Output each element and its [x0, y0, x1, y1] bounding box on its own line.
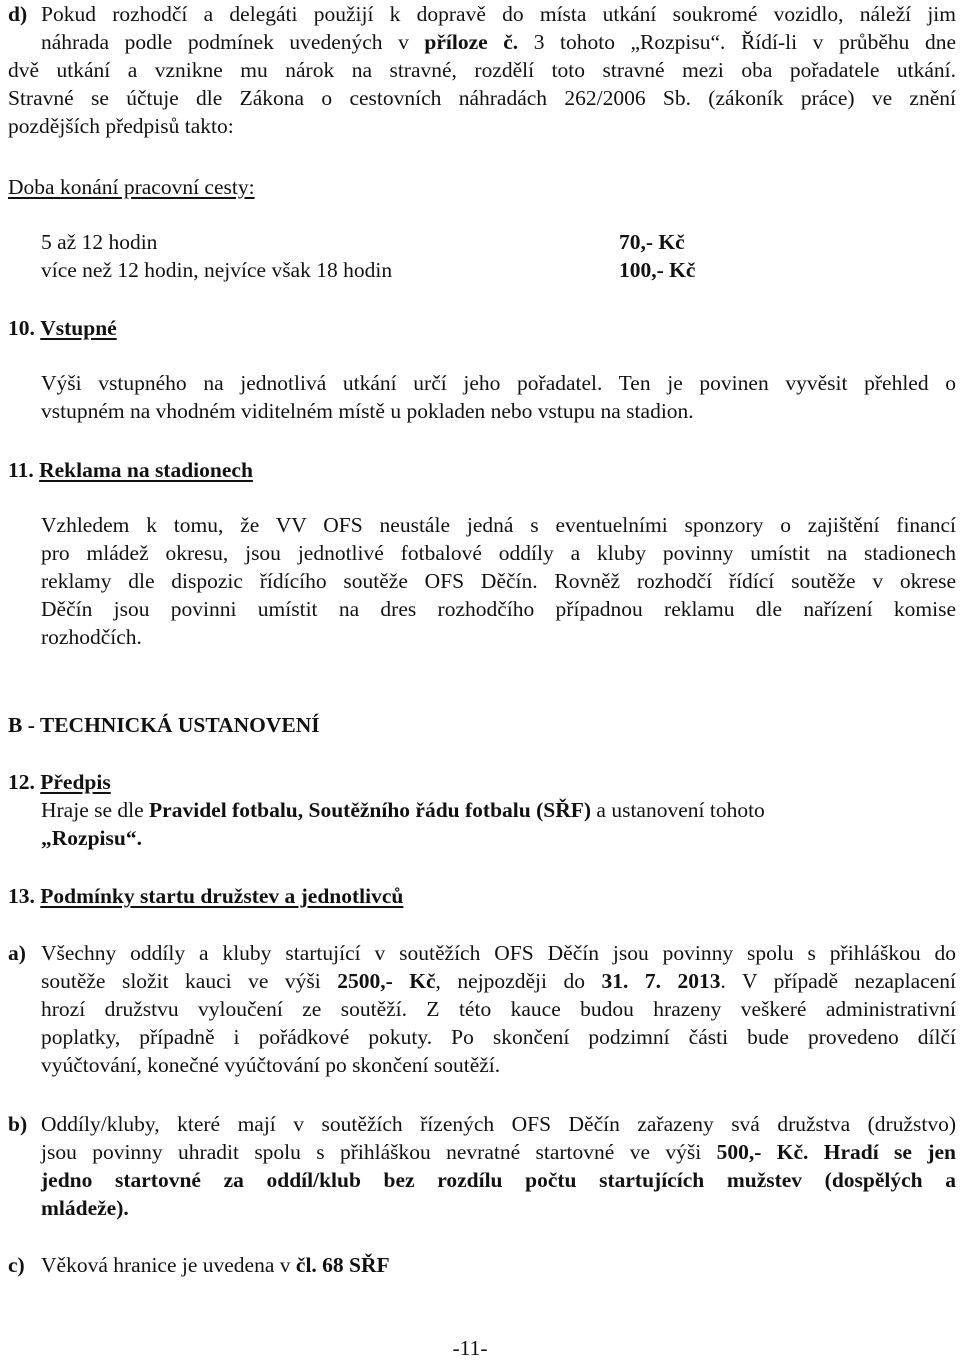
rozpis-reference: „Rozpisu“. [41, 826, 142, 850]
section-13-b-body: Oddíly/kluby, které mají v soutěžích řízených OFS Děčín zařazeny svá družstva (družstvo) jsou povinny uhradit spolu s přihláškou nevratné startovné ve výši 500,- Kč. Hradí se jen jedno startovné za oddíl/klub bez rozdílu počtu startujících mužstev (dospělých a mládeže). [41, 1112, 956, 1220]
list-marker-a: a) [8, 941, 26, 965]
section-12-title: Předpis [40, 770, 111, 794]
list-marker-c: c) [8, 1253, 25, 1277]
section-11-body: Vzhledem k tomu, že VV OFS neustále jedná s eventuelními sponzory o zajištění financí pro mládež okresu, jsou jednotlivé fotbalové oddíly a kluby povinny umístit na stadionech reklamy dle dispozic řídícího soutěže OFS Děčín. Rovněž rozhodčí řídící soutěže v okrese Děčín jsou povinni umístit na dres rozhodčího případnou reklamu dle nařízení komise rozhodčích. [41, 513, 956, 649]
deposit-amount: 2500,- Kč [337, 969, 436, 993]
rate-amount: 70,- Kč [619, 230, 685, 254]
rate-label: více než 12 hodin, nejvíce však 18 hodin [41, 258, 393, 282]
section-11-heading: 11. Reklama na stadionech [8, 458, 253, 482]
travel-heading: Doba konání pracovní cesty: [8, 175, 255, 199]
section-13-title: Podmínky startu družstev a jednotlivců [40, 884, 404, 908]
section-11-title: Reklama na stadionech [39, 458, 253, 482]
section-10-heading: 10. Vstupné [8, 316, 117, 340]
article-reference: čl. 68 SŘF [295, 1253, 390, 1277]
section-13-a-body: Všechny oddíly a kluby startující v soutěžích OFS Děčín jsou povinny spolu s přihláškou do soutěže složit kauci ve výši 2500,- Kč, nejpozději do 31. 7. 2013. V případě nezaplacení hrozí družstvu vyloučení ze soutěží. Z této kauce budou hrazeny veškeré administrativní poplatky, případně i pořádkové pokuty. Po skončení podzimní části bude provedeno dílčí vyúčtování, konečné vyúčtování po skončení soutěží. [41, 941, 957, 1077]
entry-fee-amount: 500,- Kč. [716, 1140, 809, 1164]
rate-label: 5 až 12 hodin [41, 230, 158, 254]
paragraph-d-line: Pokud rozhodčí a delegáti použijí k dopravě do místa utkání soukromé vozidlo, náleží jim [41, 2, 956, 26]
section-12-heading: 12. Předpis [8, 770, 111, 794]
deposit-deadline: 31. 7. 2013 [601, 969, 721, 993]
part-b-heading: B - TECHNICKÁ USTANOVENÍ [8, 713, 320, 737]
section-12-body: Hraje se dle Pravidel fotbalu, Soutěžního řádu fotbalu (SŘF) a ustanovení tohoto „Rozpisu“. [41, 798, 765, 850]
paragraph-d-line: Stravné se účtuje dle Zákona o cestovních náhradách 262/2006 Sb. (zákoník práce) ve znění [8, 86, 956, 110]
paragraph-d-line: pozdějších předpisů takto: [8, 114, 234, 138]
section-10-body: Výši vstupného na jednotlivá utkání určí jeho pořadatel. Ten je povinen vyvěsit přehled o vstupném na vhodném viditelném místě u pokladen nebo vstupu na stadion. [41, 371, 956, 423]
section-13-heading: 13. Podmínky startu družstev a jednotlivců [8, 884, 404, 908]
rules-reference: Pravidel fotbalu, Soutěžního řádu fotbalu (SŘF) [149, 798, 592, 822]
section-10-title: Vstupné [40, 316, 117, 340]
rate-amount: 100,- Kč [619, 258, 696, 282]
page-number: -11- [452, 1336, 488, 1360]
paragraph-d-line: dvě utkání a vznikne mu nárok na stravné, rozdělí toto stravné mezi oba pořadatele utkání. [8, 58, 956, 82]
paragraph-d-line: náhrada podle podmínek uvedených v příloze č. 3 tohoto „Rozpisu“. Řídí-li v průběhu dne [41, 30, 956, 54]
annex-reference: příloze č. [424, 30, 519, 54]
list-marker-b: b) [8, 1112, 28, 1136]
section-13-c-body: Věková hranice je uvedena v čl. 68 SŘF [41, 1253, 390, 1277]
list-marker-d: d) [8, 2, 28, 26]
